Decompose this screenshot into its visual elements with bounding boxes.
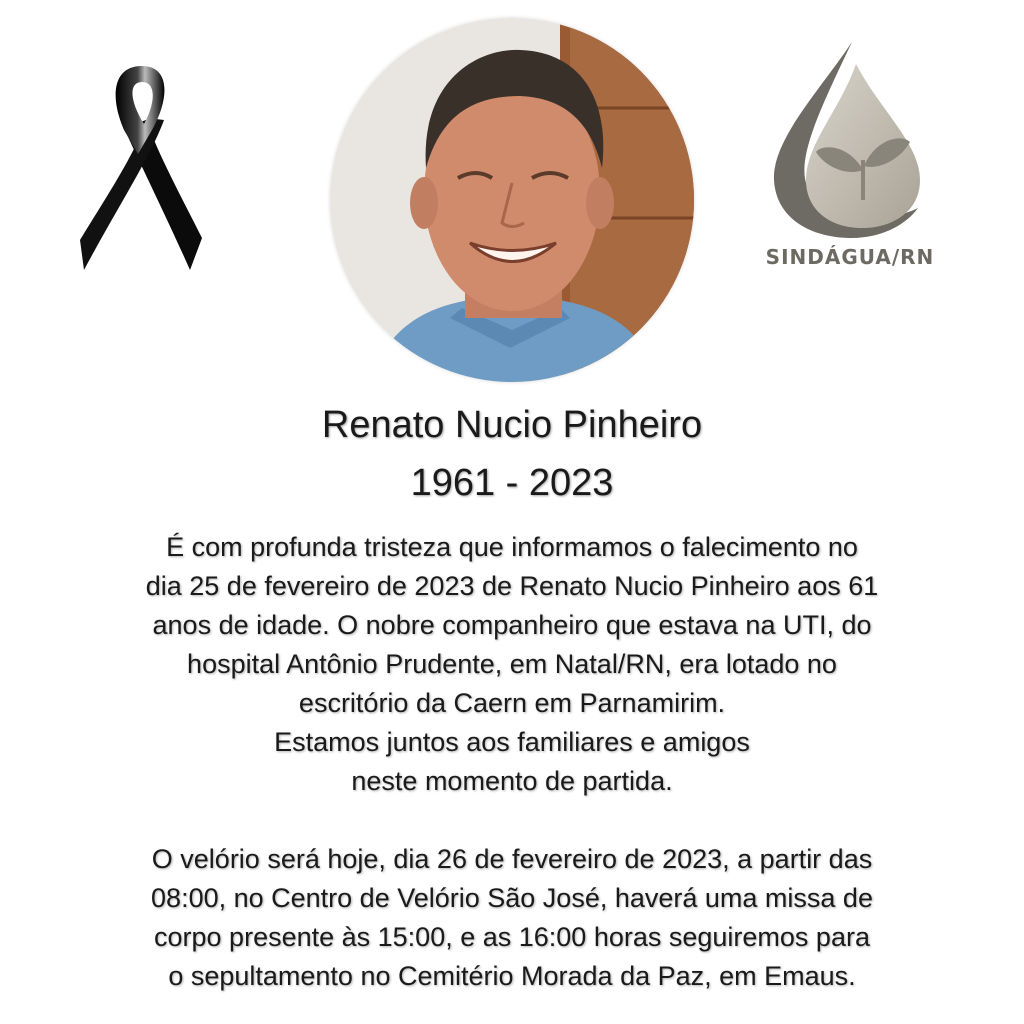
- life-years: 1961 - 2023: [410, 462, 614, 504]
- announcement-line: anos de idade. O nobre companheiro que estava na UTI, do: [152, 610, 872, 640]
- mourning-ribbon-graphic: [72, 58, 212, 278]
- announcement-line: Estamos juntos aos familiares e amigos: [274, 727, 750, 757]
- announcement-line: hospital Antônio Prudente, em Natal/RN, era lotado no: [187, 649, 837, 679]
- announcement-line: escritório da Caern em Parnamirim.: [298, 688, 726, 718]
- announcement-paragraph: [40, 528, 984, 801]
- logo-text: SINDÁGUA/RN: [765, 245, 935, 269]
- water-drop-leaf-icon: [760, 40, 940, 240]
- portrait-photo: [330, 18, 694, 382]
- mourning-ribbon-icon: [72, 58, 212, 278]
- announcement-line: dia 25 de fevereiro de 2023 de Renato Nucio Pinheiro aos 61: [145, 571, 879, 601]
- funeral-line: O velório será hoje, dia 26 de fevereiro de 2023, a partir das: [151, 844, 873, 874]
- announcement-line: neste momento de partida.: [351, 766, 673, 796]
- funeral-line: o sepultamento no Cemitério Morada da Paz, em Emaus.: [168, 961, 856, 991]
- funeral-line: corpo presente às 15:00, e as 16:00 horas seguiremos para: [154, 922, 870, 952]
- funeral-line: 08:00, no Centro de Velório São José, haverá uma missa de: [151, 883, 873, 913]
- portrait-image: [330, 18, 694, 382]
- deceased-name: Renato Nucio Pinheiro: [321, 404, 703, 446]
- funeral-details-paragraph: [40, 840, 984, 996]
- sindagua-logo: [760, 40, 940, 275]
- announcement-line: É com profunda tristeza que informamos o falecimento no: [166, 532, 858, 562]
